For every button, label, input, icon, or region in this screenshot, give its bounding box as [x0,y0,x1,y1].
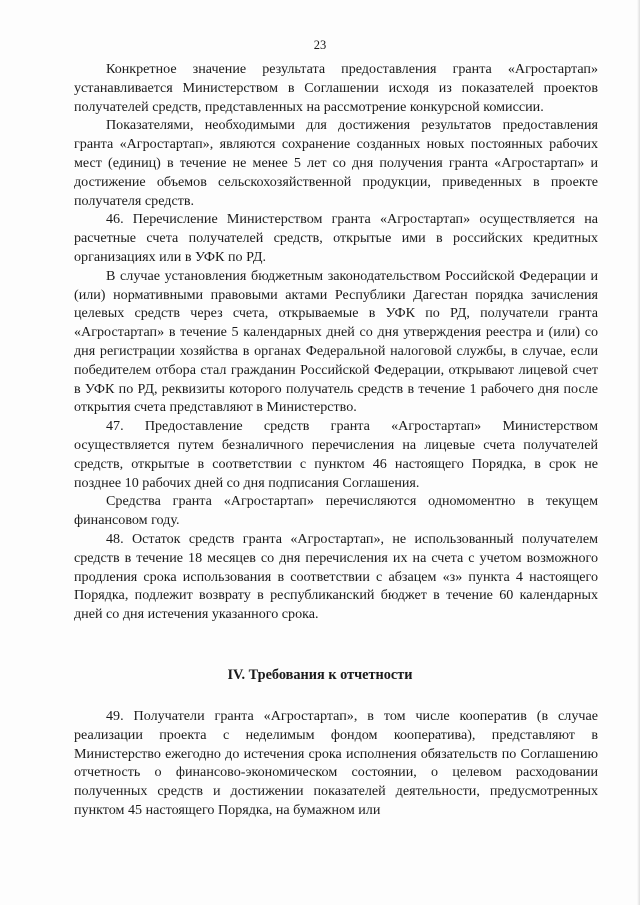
paragraph-48-remainder: 48. Остаток средств гранта «Агростартап», не использованный получателем средств в течение 18 месяцев со дня перечисления их на счета с учетом возможного продления срока использования в соответствии с абзацем «з» пункта 4 настоящего Порядка, подлежит возврату в республиканский бюджет в течение 60 календарных дней со дня истечения указанного срока. [74,530,598,623]
paragraph-result-value: Конкретное значение результата предоставления гранта «Агростартап» устанавливается Министерством в Соглашении исходя из показателей проектов получателей средств, представленных на рассмотрение конкурсной комиссии. [74,61,598,115]
paragraph-one-time-transfer: Средства гранта «Агростартап» перечисляются одномоментно в текущем финансовом году. [74,493,598,529]
page-number: 23 [313,38,327,52]
paragraph-treasury-account: В случае установления бюджетным законодательством Российской Федерации и (или) нормативными правовыми актами Республики Дагестан порядка зачисления целевых средств через счета, открываемые в УФК по РД, получатели гранта «Агростартап» в течение 5 календарных дней со дня утверждения реестра и (или) со дня регистрации хозяйства в органах Федеральной налоговой службы, в случае, если победителем отбора стал гражданин Российской Федерации, открывают лицевой счет в УФК по РД, реквизиты которого получатель средств в течение 1 рабочего дня после открытия счета представляют в Министерство. [74,267,598,416]
section-heading: IV. Требования к отчетности [227,667,413,683]
paragraph-indicators: Показателями, необходимыми для достижения результатов предоставления гранта «Агростартап», являются сохранение созданных новых постоянных рабочих мест (единиц) в течение не менее 5 лет со дня получения гранта «Агростартап» и достижение объемов сельскохозяйственной продукции, приведенных в проекте получателя средств. [74,117,598,209]
paragraph-47-provision: 47. Предоставление средств гранта «Агростартап» Министерством осуществляется путем безналичного перечисления на лицевые счета получателей средств, открытые в соответствии с пунктом 46 настоящего Порядка, в срок не позднее 10 рабочих дней со дня подписания Соглашения. [74,418,598,491]
body-text-after-heading [74,707,598,820]
paragraph-46-transfer: 46. Перечисление Министерством гранта «Агростартап» осуществляется на расчетные счета получателей средств, открытые ими в российских кредитных организациях или в УФК по РД. [74,211,598,265]
body-text-before-heading [74,60,598,624]
paragraph-49-reporting: 49. Получатели гранта «Агростартап», в том числе кооператив (в случае реализации проекта с неделимым фондом кооператива), представляют в Министерство ежегодно до истечения срока исполнения обязательств по Соглашению отчетность о финансово-экономическом состоянии, о целевом расходовании полученных средств и достижении показателей деятельности, предусмотренных пунктом 45 настоящего Порядка, на бумажном или [74,708,598,818]
